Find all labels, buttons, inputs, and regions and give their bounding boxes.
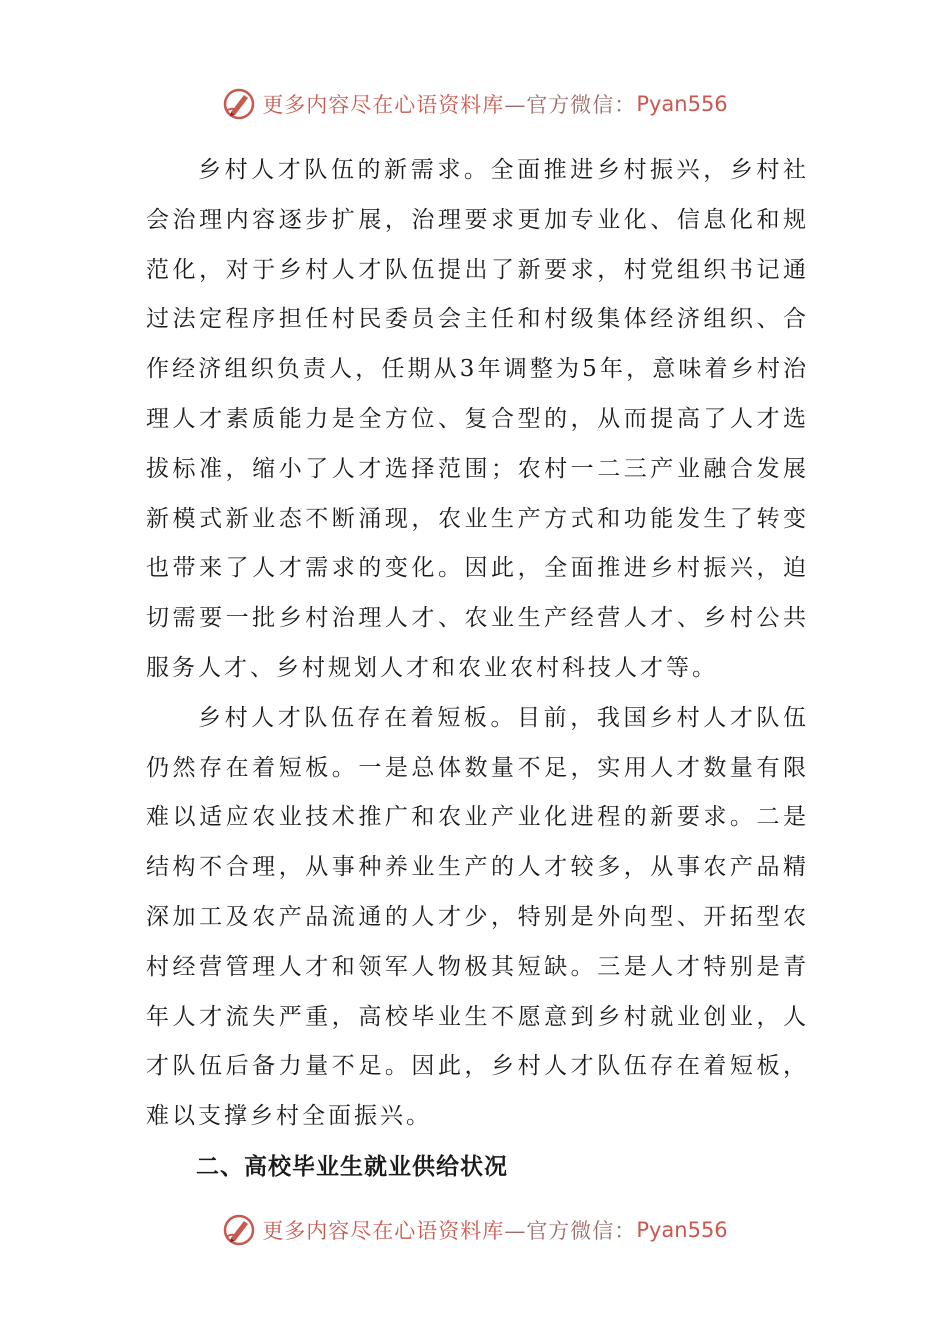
text-line: 乡村人才队伍存在着短板。目前，我国乡村人才队伍 <box>198 704 806 731</box>
text-line: 才队伍后备力量不足。因此，乡村人才队伍存在着短板， <box>146 1053 806 1080</box>
text-line: 新模式新业态不断涌现，农业生产方式和功能发生了转变 <box>146 505 806 532</box>
text-line: 年人才流失严重，高校毕业生不愿意到乡村就业创业，人 <box>146 1003 806 1030</box>
section-heading: 二、高校毕业生就业供给状况 <box>196 1154 508 1180</box>
watermark-text: 更多内容尽在心语资料库 <box>262 1219 505 1243</box>
text-line: 也带来了人才需求的变化。因此，全面推进乡村振兴，迫 <box>146 555 806 582</box>
watermark-text: 更多内容尽在心语资料库 <box>262 93 505 117</box>
text-line: 乡村人才队伍的新需求。全面推进乡村振兴，乡村社 <box>198 157 806 183</box>
document-body <box>146 146 806 1142</box>
text-line: 深加工及农产品流通的人才少，特别是外向型、开拓型农 <box>146 903 806 930</box>
text-line: 村经营管理人才和领军人物极其短缺。三是人才特别是青 <box>146 953 806 980</box>
text-line: 结构不合理，从事种养业生产的人才较多，从事农产品精 <box>146 854 806 881</box>
watermark-wechat-id: Pyan556 <box>636 92 728 116</box>
paragraph <box>146 146 806 694</box>
text-line: 难以适应农业技术推广和农业产业化进程的新要求。二是 <box>146 804 806 831</box>
text-line: 理人才素质能力是全方位、复合型的，从而提高了人才选 <box>146 405 806 432</box>
watermark-header <box>0 84 950 124</box>
text-line: 切需要一批乡村治理人才、农业生产经营人才、乡村公共 <box>146 605 806 632</box>
text-line: 服务人才、乡村规划人才和农业农村科技人才等。 <box>146 654 718 681</box>
pen-logo-icon <box>222 87 256 121</box>
text-line: 范化，对于乡村人才队伍提出了新要求，村党组织书记通 <box>146 256 806 283</box>
watermark-label: —官方微信： <box>504 1219 637 1243</box>
text-line: 拔标准，缩小了人才选择范围；农村一二三产业融合发展 <box>146 455 806 482</box>
text-line: 过法定程序担任村民委员会主任和村级集体经济组织、合 <box>146 306 806 333</box>
paragraph <box>146 694 806 1142</box>
pen-logo-icon <box>222 1213 256 1247</box>
text-line: 会治理内容逐步扩展，治理要求更加专业化、信息化和规 <box>146 206 806 233</box>
watermark-footer <box>0 1210 950 1250</box>
watermark-label: —官方微信： <box>504 93 637 117</box>
text-line: 作经济组织负责人，任期从3年调整为5年，意味着乡村治 <box>146 356 806 383</box>
watermark-wechat-id: Pyan556 <box>636 1218 728 1242</box>
text-line: 仍然存在着短板。一是总体数量不足，实用人才数量有限 <box>146 754 806 781</box>
text-line: 难以支撑乡村全面振兴。 <box>146 1103 432 1130</box>
